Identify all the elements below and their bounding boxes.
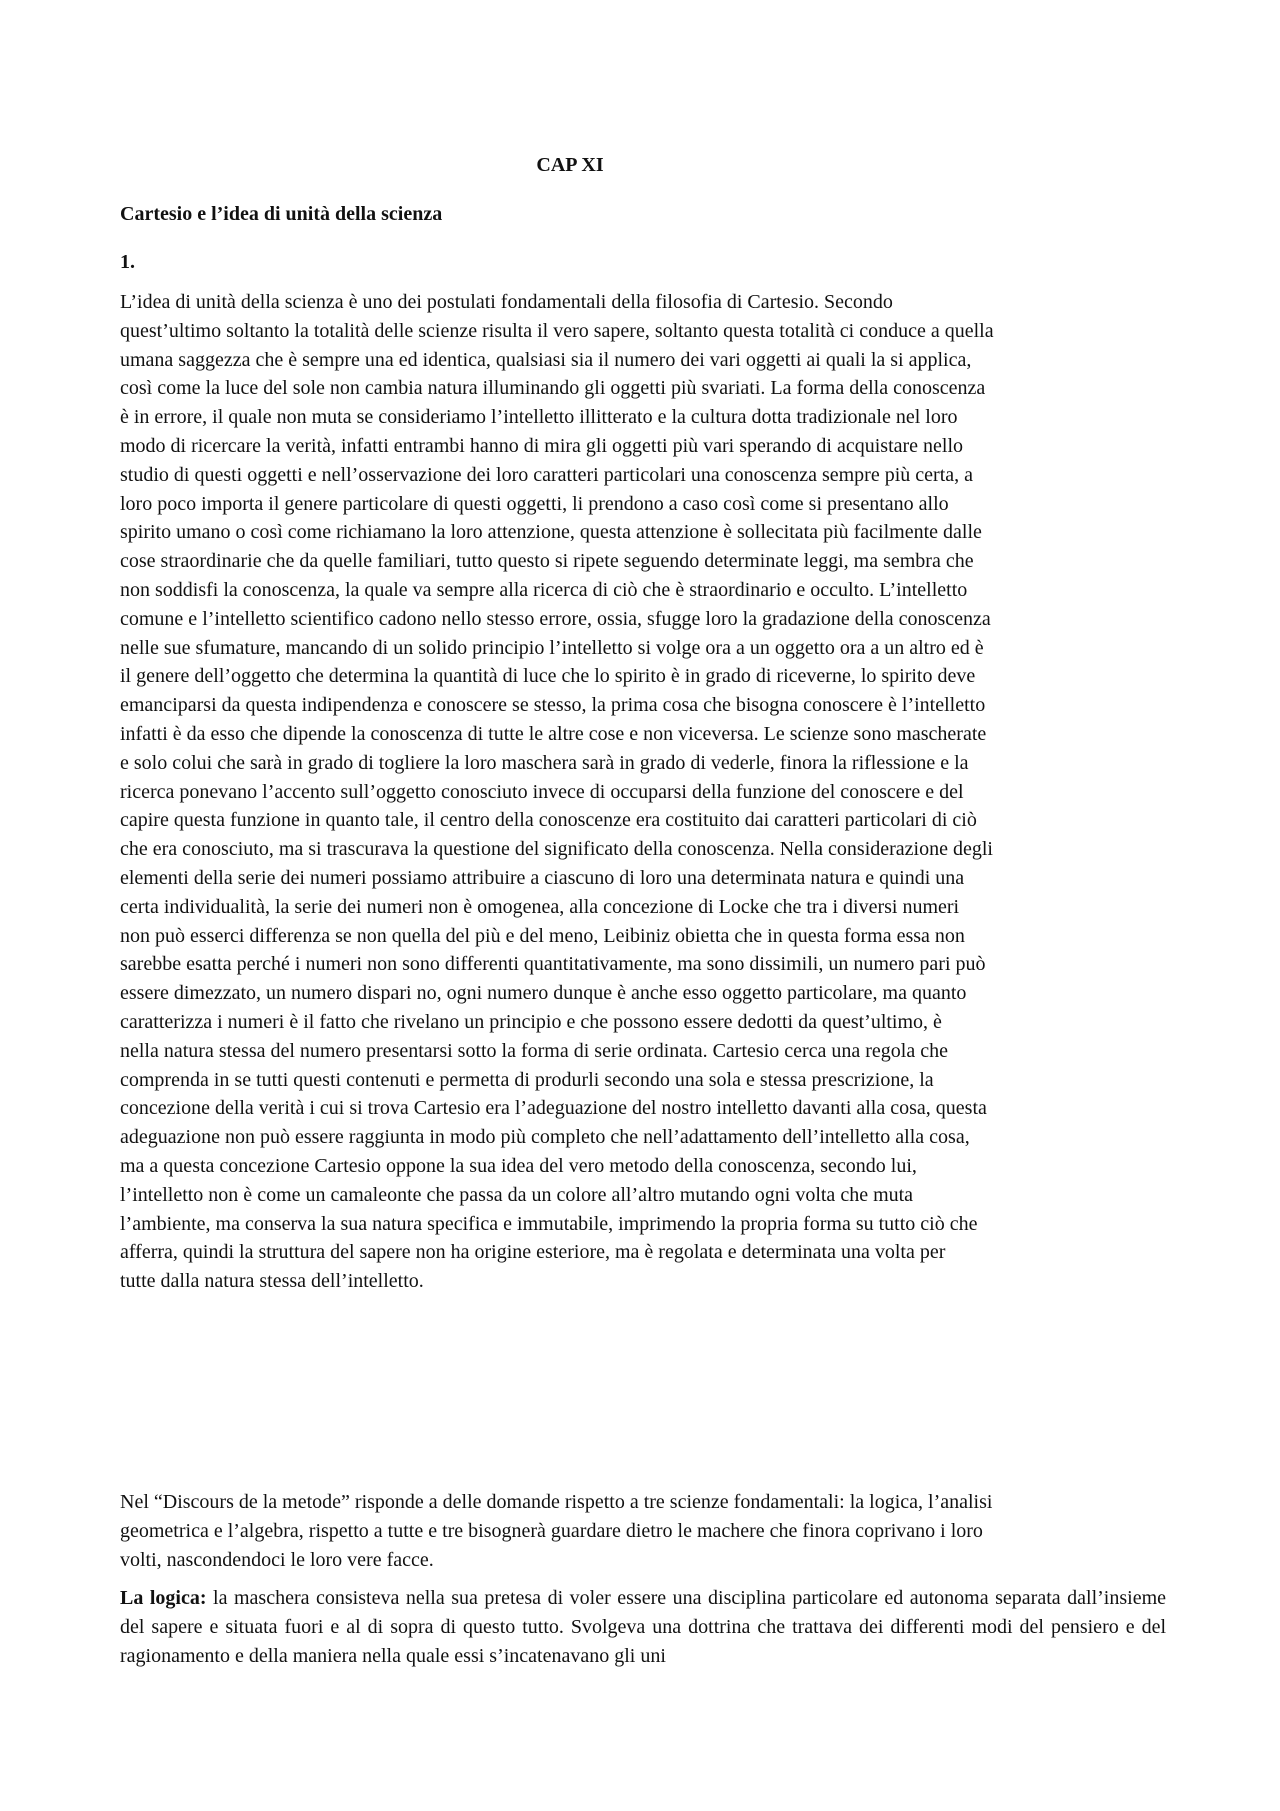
paragraph-unity-of-science-line: modo di ricercare la verità, infatti entrambi hanno di mira gli oggetti più vari sperando di acquistare nello (120, 434, 964, 457)
paragraph-discours-line: Nel “Discours de la metode” risponde a delle domande rispetto a tre scienze fondamentali: la logica, l’analisi (120, 1491, 993, 1513)
section-number: 1. (120, 251, 135, 273)
paragraph-unity-of-science-line: emanciparsi da questa indipendenza e conoscere se stesso, la prima cosa che bisogna conoscere è l’intelletto (120, 694, 986, 717)
paragraph-unity-of-science-line: spirito umano o così come richiamano la loro attenzione, questa attenzione è sollecitata più facilmente dalle (120, 521, 982, 544)
paragraph-unity-of-science-line: adeguazione non può essere raggiunta in modo più completo che nell’adattamento dell’intelletto alla cosa, (120, 1126, 970, 1149)
section-title: Cartesio e l’idea di unità della scienza (120, 203, 443, 225)
paragraph-unity-of-science-line: infatti è da esso che dipende la conoscenza di tutte le altre cose e non viceversa. Le scienze sono mascherate (120, 722, 987, 745)
paragraph-unity-of-science-line: sarebbe esatta perché i numeri non sono differenti quantitativamente, ma sono dissimili, un numero pari può (120, 953, 986, 976)
paragraph-unity-of-science-line: l’intelletto non è come un camaleonte che passa da un colore all’altro mutando ogni volta che muta (120, 1183, 914, 1206)
paragraph-unity-of-science-line: il genere dell’oggetto che determina la quantità di luce che lo spirito è in grado di riceverne, lo spirito deve (120, 665, 976, 688)
chapter-title: CAP XI (536, 154, 604, 176)
paragraph-unity-of-science-line: caratterizza i numeri è il fatto che rivelano un principio e che possono essere dedotti da quest’ultimo, è (120, 1010, 942, 1033)
paragraph-unity-of-science-line: l’ambiente, ma conserva la sua natura specifica e immutabile, imprimendo la propria forma su tutto ciò che (120, 1212, 978, 1235)
paragraph-logic (120, 1584, 1166, 1670)
paragraph-discours (120, 1488, 1166, 1574)
paragraph-unity-of-science-line: tutte dalla natura stessa dell’intelletto. (120, 1270, 424, 1293)
paragraph-unity-of-science-line: loro poco importa il genere particolare di questi oggetti, li prendono a caso così come si presentano allo (120, 492, 949, 515)
paragraph-unity-of-science-line: che era conosciuto, ma si trascurava la questione del significato della conoscenza. Nella considerazione degli (120, 838, 993, 861)
paragraph-unity-of-science-line: L’idea di unità della scienza è uno dei postulati fondamentali della filosofia di Cartesio. Secondo (120, 291, 893, 313)
logic-lead-label: La logica: (120, 1587, 207, 1609)
paragraph-unity-of-science-line: essere dimezzato, un numero dispari no, ogni numero dunque è anche esso oggetto particolare, ma quanto (120, 982, 967, 1005)
paragraph-unity-of-science-line: studio di questi oggetti e nell’osservazione dei loro caratteri particolari una conoscenza sempre più certa, a (120, 463, 973, 486)
paragraph-unity-of-science-line: nella natura stessa del numero presentarsi sotto la forma di serie ordinata. Cartesio cerca una regola che (120, 1039, 948, 1062)
paragraph-unity-of-science-line: non può esserci differenza se non quella del più e del meno, Leibiniz obietta che in questa forma essa non (120, 924, 965, 947)
paragraph-unity-of-science-line: afferra, quindi la struttura del sapere non ha origine esteriore, ma è regolata e determinata una volta per (120, 1241, 946, 1264)
paragraph-unity-of-science-line: quest’ultimo soltanto la totalità delle scienze risulta il vero sapere, soltanto questa totalità ci conduce a quella (120, 319, 994, 342)
paragraph-unity-of-science-line: concezione della verità i cui si trova Cartesio era l’adeguazione del nostro intelletto davanti alla cosa, questa (120, 1097, 987, 1120)
paragraph-unity-of-science-line: cose straordinarie che da quelle familiari, tutto questo si ripete seguendo determinate leggi, ma sembra che (120, 550, 974, 573)
paragraph-unity-of-science-line: capire questa funzione in quanto tale, il centro della conoscenze era costituito dai caratteri particolari di ciò (120, 809, 977, 832)
paragraph-unity-of-science-line: è in errore, il quale non muta se consideriamo l’intelletto illitterato e la cultura dotta tradizionale nel loro (120, 406, 958, 429)
paragraph-unity-of-science-line: nelle sue sfumature, mancando di un solido principio l’intelletto si volge ora a un oggetto ora a un altro ed è (120, 636, 984, 659)
paragraph-discours-line: geometrica e l’algebra, rispetto a tutte e tre bisognerà guardare dietro le machere che finora coprivano i loro (120, 1519, 983, 1542)
paragraph-unity-of-science-line: comune e l’intelletto scientifico cadono nello stesso errore, ossia, sfugge loro la gradazione della conoscenza (120, 607, 991, 630)
paragraph-unity-of-science (120, 288, 1166, 1296)
paragraph-unity-of-science-line: e solo colui che sarà in grado di togliere la loro maschera sarà in grado di vederle, finora la riflessione e la (120, 751, 969, 774)
paragraph-unity-of-science-line: ma a questa concezione Cartesio oppone la sua idea del vero metodo della conoscenza, secondo lui, (120, 1154, 917, 1177)
paragraph-unity-of-science-line: ricerca ponevano l’accento sull’oggetto conosciuto invece di occuparsi della funzione del conoscere e del (120, 780, 964, 803)
paragraph-unity-of-science-line: certa individualità, la serie dei numeri non è omogenea, alla concezione di Locke che tra i diversi numeri (120, 895, 960, 918)
paragraph-discours-line: volti, nascondendoci le loro vere facce. (120, 1548, 434, 1571)
paragraph-unity-of-science-line: così come la luce del sole non cambia natura illuminando gli oggetti più svariati. La forma della conoscenza (120, 377, 986, 400)
paragraph-unity-of-science-line: comprenda in se tutti questi contenuti e permetta di produrli secondo una sola e stessa prescrizione, la (120, 1068, 934, 1091)
paragraph-unity-of-science-line: umana saggezza che è sempre una ed identica, qualsiasi sia il numero dei vari oggetti ai quali la si applica, (120, 348, 972, 371)
paragraph-unity-of-science-line: elementi della serie dei numeri possiamo attribuire a ciascuno di loro una determinata natura e quindi una (120, 866, 965, 889)
logic-paragraph-text: la maschera consisteva nella sua pretesa di voler essere una disciplina particolare ed autonoma separata dall’insieme del sapere e situata fuori e al di sopra di questo tutto. Svolgeva una dottrina che trattava dei differenti modi del pensiero e del ragionamento e della maniera nella quale essi s’incatenavano gli uni (120, 1587, 1167, 1667)
paragraph-unity-of-science-line: non soddisfi la conoscenza, la quale va sempre alla ricerca di ciò che è straordinario e occulto. L’intelletto (120, 578, 968, 601)
